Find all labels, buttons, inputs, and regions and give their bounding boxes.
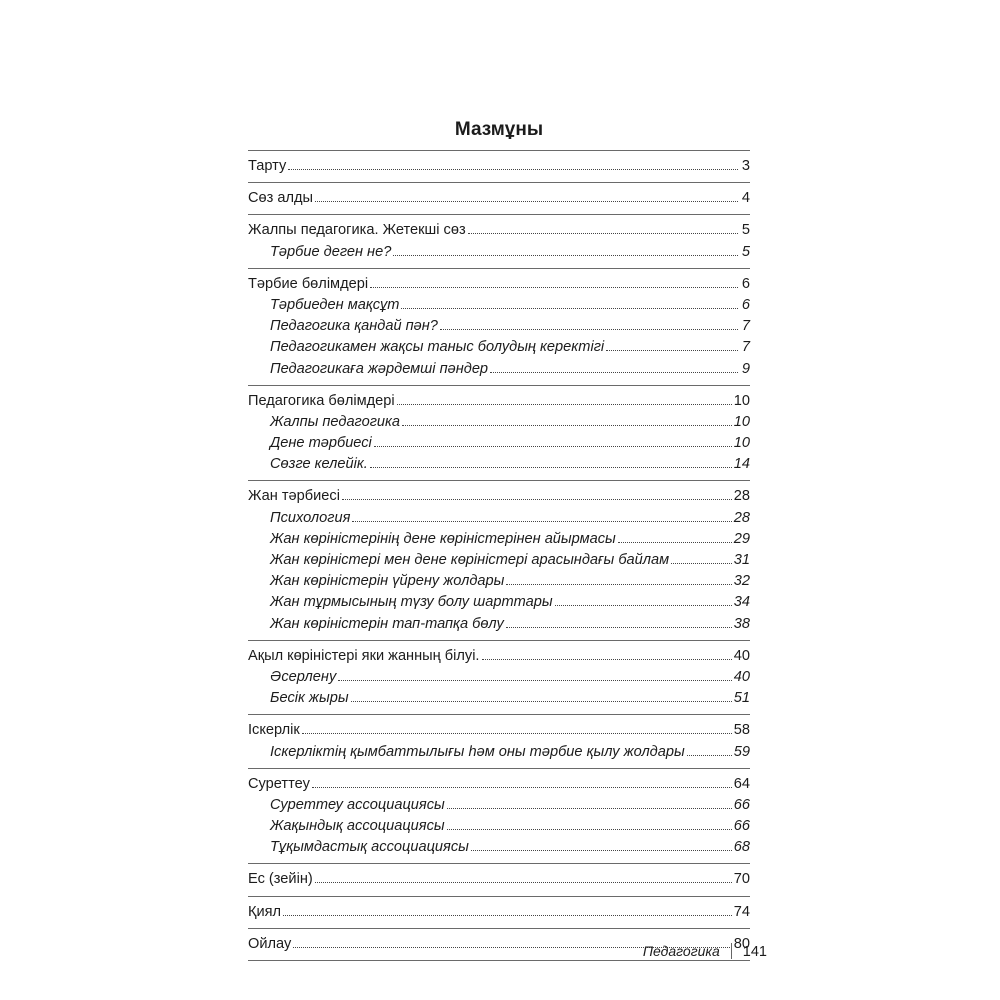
toc-page-number: 5 <box>741 243 750 260</box>
toc-entry-title: Ақыл көріністері яки жанның білуі. <box>248 647 480 664</box>
toc-entry[interactable] <box>248 720 750 741</box>
toc-page-number: 29 <box>733 530 750 547</box>
toc-page-number: 64 <box>733 775 750 792</box>
dot-leader <box>288 169 738 170</box>
dot-leader <box>506 584 731 585</box>
toc-entry-title: Тарту <box>248 158 287 174</box>
toc-page-number: 59 <box>733 743 750 760</box>
toc-entry[interactable] <box>248 486 750 507</box>
dot-leader <box>283 915 732 916</box>
dot-leader <box>374 446 732 447</box>
toc-subentry[interactable] <box>248 359 750 380</box>
toc-section <box>248 897 750 929</box>
toc-entry-title: Іскерліктің қымбаттылығы һәм оны тәрбие қылу жолдары <box>270 743 685 760</box>
toc-entry-title: Педагогика қандай пән? <box>270 318 438 335</box>
dot-leader <box>315 882 732 883</box>
toc-page-number: 4 <box>741 190 750 207</box>
dot-leader <box>471 850 732 851</box>
toc-subentry[interactable] <box>248 614 750 635</box>
toc-page-number: 28 <box>733 509 750 526</box>
dot-leader <box>338 680 732 681</box>
toc-page-number: 32 <box>733 573 750 590</box>
toc-entry-title: Ойлау <box>248 935 292 952</box>
toc-entry-title: Сөзге келейік. <box>270 456 368 473</box>
toc-section <box>248 215 750 268</box>
toc-entry-title: Іскерлік <box>248 722 300 739</box>
dot-leader <box>555 605 732 606</box>
toc-page-number: 40 <box>733 668 750 685</box>
toc-page-number: 51 <box>733 690 750 707</box>
toc-section <box>248 386 750 482</box>
toc-entry-title: Тәрбие бөлімдері <box>248 275 369 292</box>
toc-section <box>248 151 750 183</box>
toc-page-number: 66 <box>733 818 750 835</box>
toc-page-number: 3 <box>741 158 750 174</box>
dot-leader <box>302 733 732 734</box>
dot-leader <box>315 201 738 202</box>
toc-page-number: 5 <box>741 222 750 239</box>
toc-subentry[interactable] <box>248 592 750 613</box>
toc-entry-title: Психология <box>270 509 351 526</box>
dot-leader <box>447 829 732 830</box>
toc-entry[interactable] <box>248 156 750 177</box>
toc-page-number: 70 <box>733 871 750 888</box>
toc-page-number: 7 <box>741 318 750 335</box>
toc-section <box>248 715 750 768</box>
footer-divider <box>731 943 732 959</box>
toc-subentry[interactable] <box>248 337 750 358</box>
toc-page-number: 14 <box>733 456 750 473</box>
toc-entry-title: Ес (зейін) <box>248 871 313 888</box>
toc-entry-title: Бесік жыры <box>270 690 349 707</box>
toc-page-number: 58 <box>733 722 750 739</box>
toc-subentry[interactable] <box>248 412 750 433</box>
toc-entry[interactable] <box>248 188 750 209</box>
toc-page-number: 10 <box>733 392 750 409</box>
dot-leader <box>606 350 738 351</box>
toc-entry-title: Тұқымдастық ассоциациясы <box>270 839 469 856</box>
toc-entry[interactable] <box>248 220 750 241</box>
toc-entry[interactable] <box>248 274 750 295</box>
toc-entry-title: Сөз алды <box>248 190 314 207</box>
toc-subentry[interactable] <box>248 316 750 337</box>
toc-entry[interactable] <box>248 869 750 890</box>
toc-page-number: 34 <box>733 594 750 611</box>
toc-entry[interactable] <box>248 391 750 412</box>
toc-page-number: 10 <box>733 413 750 430</box>
toc-page-number: 6 <box>741 275 750 292</box>
toc-subentry[interactable] <box>248 454 750 475</box>
toc-subentry[interactable] <box>248 550 750 571</box>
toc-subentry[interactable] <box>248 529 750 550</box>
toc-entry[interactable] <box>248 902 750 923</box>
page-title: Мазмұны <box>454 119 544 140</box>
dot-leader <box>312 787 732 788</box>
toc-section <box>248 769 750 865</box>
toc-entry-title: Жан көріністерін тап-тапқа бөлу <box>270 615 504 632</box>
toc-section <box>248 183 750 215</box>
dot-leader <box>370 467 732 468</box>
toc-entry-title: Жан тәрбиесі <box>248 488 340 505</box>
toc-subentry[interactable] <box>248 508 750 529</box>
toc-page-number: 68 <box>733 839 750 856</box>
toc-section <box>248 641 750 716</box>
toc-page-number: 31 <box>733 552 750 568</box>
dot-leader <box>482 659 732 660</box>
toc-entry[interactable] <box>248 646 750 667</box>
dot-leader <box>397 404 732 405</box>
toc-entry-title: Суреттеу <box>248 775 310 792</box>
toc-page-number: 38 <box>733 615 750 632</box>
dot-leader <box>402 425 732 426</box>
toc-entry-title: Педагогикаға жәрдемші пәндер <box>270 360 489 377</box>
dot-leader <box>618 542 732 543</box>
toc-entry-title: Педагогика бөлімдері <box>248 392 395 409</box>
toc-subentry[interactable] <box>248 667 750 688</box>
toc-subentry[interactable] <box>248 795 750 816</box>
running-header-title: Педагогика <box>642 943 720 959</box>
dot-leader <box>671 563 732 564</box>
toc-entry-title: Жан көріністері мен дене көріністері арасындағы байлам <box>270 552 670 568</box>
toc-subentry[interactable] <box>248 688 750 709</box>
toc-entry-title: Қиял <box>248 903 282 920</box>
toc-entry[interactable] <box>248 774 750 795</box>
toc-subentry[interactable] <box>248 295 750 316</box>
toc-page-number: 6 <box>741 296 750 313</box>
toc-subentry[interactable] <box>248 242 750 263</box>
toc-entry-title: Әсерлену <box>270 668 337 685</box>
toc-subentry[interactable] <box>248 742 750 763</box>
dot-leader <box>440 329 738 330</box>
dot-leader <box>468 233 738 234</box>
toc-entry-title: Тәрбие деген не? <box>270 243 392 260</box>
toc-entry-title: Суреттеу ассоциациясы <box>270 796 445 813</box>
toc-entry-title: Жалпы педагогика <box>270 413 401 430</box>
toc-entry-title: Тәрбиеден мақсұт <box>270 296 400 313</box>
dot-leader <box>401 308 738 309</box>
toc-section <box>248 864 750 896</box>
toc-subentry[interactable] <box>248 571 750 592</box>
dot-leader <box>490 372 738 373</box>
toc-subentry[interactable] <box>248 816 750 837</box>
dot-leader <box>351 701 732 702</box>
toc-entry-title: Жақындық ассоциациясы <box>270 818 445 835</box>
dot-leader <box>393 255 738 256</box>
toc-subentry[interactable] <box>248 433 750 454</box>
toc-entry-title: Дене тәрбиесі <box>270 435 372 452</box>
toc-entry-title: Жалпы педагогика. Жетекші сөз <box>248 222 466 239</box>
toc-page-number: 80 <box>733 935 750 952</box>
toc-entry-title: Жан көріністерінің дене көріністерінен айырмасы <box>270 530 616 547</box>
dot-leader <box>352 521 731 522</box>
toc-entry-title: Жан тұрмысының түзу болу шарттары <box>270 594 553 611</box>
page-number: 141 <box>742 944 767 960</box>
toc-page-number: 66 <box>733 796 750 813</box>
dot-leader <box>687 755 732 756</box>
toc-entry-title: Жан көріністерін үйрену жолдары <box>270 573 505 590</box>
toc-section <box>248 269 750 386</box>
toc-page-number: 28 <box>733 488 750 505</box>
dot-leader <box>447 808 732 809</box>
dot-leader <box>506 627 732 628</box>
toc-page-number: 7 <box>741 339 750 356</box>
table-of-contents <box>248 150 750 961</box>
dot-leader <box>370 287 738 288</box>
dot-leader <box>342 499 732 500</box>
toc-page-number: 40 <box>733 647 750 664</box>
toc-section <box>248 481 750 640</box>
toc-subentry[interactable] <box>248 837 750 858</box>
page-footer <box>0 943 767 960</box>
toc-page-number: 10 <box>733 435 750 452</box>
toc-entry-title: Педагогикамен жақсы таныс болудың керектігі <box>270 339 605 356</box>
toc-page-number: 9 <box>741 360 750 377</box>
toc-page-number: 74 <box>733 903 750 920</box>
